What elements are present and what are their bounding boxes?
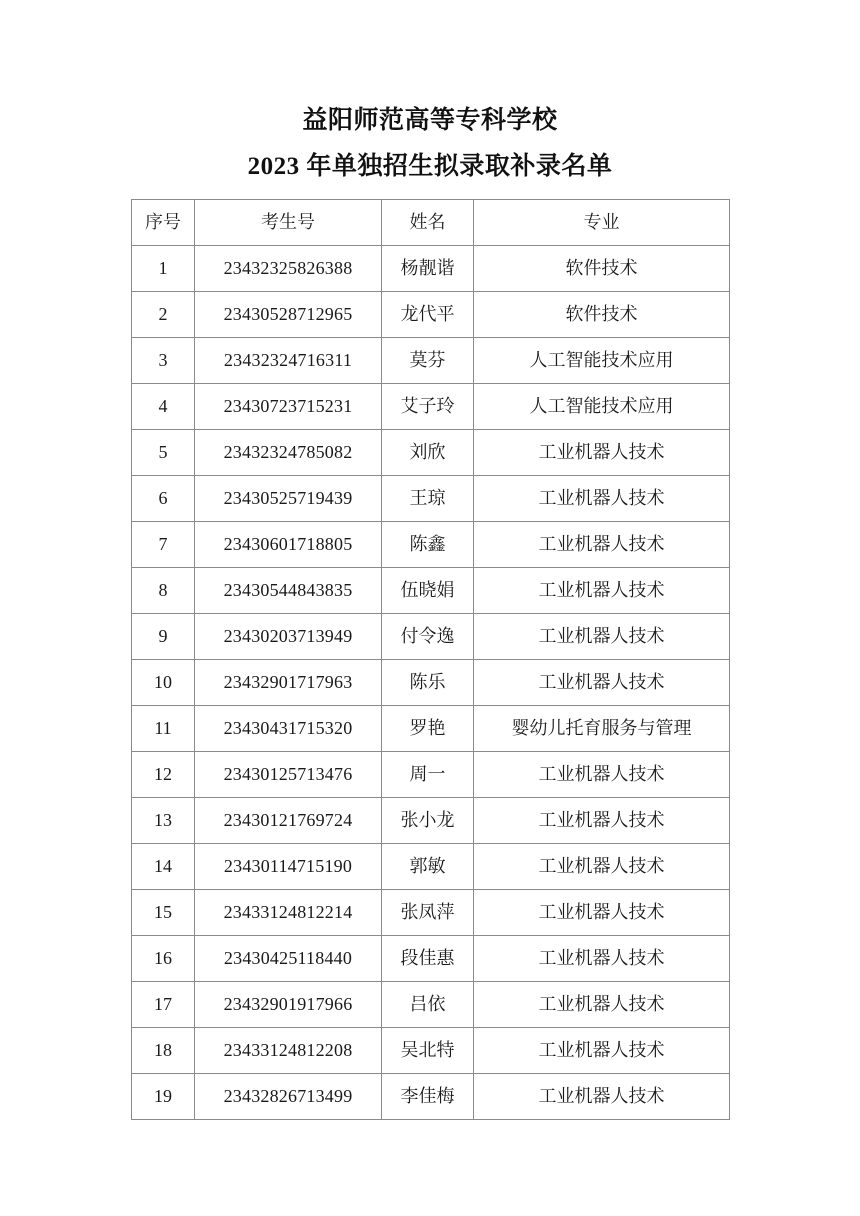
document-title-block — [0, 0, 860, 191]
cell-name: 龙代平 — [382, 292, 474, 338]
cell-exam-no: 23430431715320 — [195, 706, 382, 752]
cell-exam-no: 23430723715231 — [195, 384, 382, 430]
cell-name: 李佳梅 — [382, 1074, 474, 1120]
cell-name: 莫芬 — [382, 338, 474, 384]
cell-index: 15 — [132, 890, 195, 936]
cell-index: 6 — [132, 476, 195, 522]
table-row — [132, 614, 730, 660]
cell-name: 艾子玲 — [382, 384, 474, 430]
cell-exam-no: 23433124812208 — [195, 1028, 382, 1074]
cell-index: 14 — [132, 844, 195, 890]
table-row — [132, 798, 730, 844]
cell-index: 16 — [132, 936, 195, 982]
roster-table-container — [0, 199, 860, 1120]
table-row — [132, 706, 730, 752]
cell-major: 人工智能技术应用 — [474, 338, 730, 384]
cell-exam-no: 23432324785082 — [195, 430, 382, 476]
cell-exam-no: 23430544843835 — [195, 568, 382, 614]
table-row — [132, 430, 730, 476]
cell-index: 9 — [132, 614, 195, 660]
cell-major: 婴幼儿托育服务与管理 — [474, 706, 730, 752]
cell-index: 1 — [132, 246, 195, 292]
cell-name: 刘欣 — [382, 430, 474, 476]
cell-major: 工业机器人技术 — [474, 476, 730, 522]
table-row — [132, 844, 730, 890]
cell-index: 17 — [132, 982, 195, 1028]
cell-index: 12 — [132, 752, 195, 798]
table-header-row — [132, 200, 730, 246]
cell-index: 13 — [132, 798, 195, 844]
admission-roster-table — [131, 199, 730, 1120]
cell-exam-no: 23430125713476 — [195, 752, 382, 798]
cell-major: 软件技术 — [474, 246, 730, 292]
cell-name: 郭敏 — [382, 844, 474, 890]
table-row — [132, 752, 730, 798]
table-row — [132, 660, 730, 706]
cell-major: 人工智能技术应用 — [474, 384, 730, 430]
cell-index: 4 — [132, 384, 195, 430]
table-body — [132, 246, 730, 1120]
table-row — [132, 1028, 730, 1074]
cell-name: 付令逸 — [382, 614, 474, 660]
page-title-school: 益阳师范高等专科学校 — [302, 107, 558, 134]
cell-index: 11 — [132, 706, 195, 752]
column-header-index: 序号 — [132, 200, 195, 246]
cell-major: 工业机器人技术 — [474, 890, 730, 936]
table-header — [132, 200, 730, 246]
table-row — [132, 338, 730, 384]
column-header-name: 姓名 — [382, 200, 474, 246]
cell-exam-no: 23432901917966 — [195, 982, 382, 1028]
cell-name: 周一 — [382, 752, 474, 798]
cell-index: 19 — [132, 1074, 195, 1120]
table-row — [132, 384, 730, 430]
cell-exam-no: 23430203713949 — [195, 614, 382, 660]
cell-name: 伍晓娟 — [382, 568, 474, 614]
cell-exam-no: 23430121769724 — [195, 798, 382, 844]
table-row — [132, 292, 730, 338]
cell-exam-no: 23432901717963 — [195, 660, 382, 706]
cell-name: 杨靓谐 — [382, 246, 474, 292]
cell-name: 段佳惠 — [382, 936, 474, 982]
cell-major: 工业机器人技术 — [474, 844, 730, 890]
cell-index: 7 — [132, 522, 195, 568]
table-row — [132, 1074, 730, 1120]
cell-major: 工业机器人技术 — [474, 982, 730, 1028]
cell-exam-no: 23433124812214 — [195, 890, 382, 936]
cell-index: 10 — [132, 660, 195, 706]
cell-name: 张凤萍 — [382, 890, 474, 936]
cell-exam-no: 23432826713499 — [195, 1074, 382, 1120]
cell-major: 工业机器人技术 — [474, 614, 730, 660]
table-row — [132, 568, 730, 614]
cell-name: 王琼 — [382, 476, 474, 522]
cell-major: 工业机器人技术 — [474, 430, 730, 476]
cell-major: 工业机器人技术 — [474, 1028, 730, 1074]
cell-exam-no: 23430425118440 — [195, 936, 382, 982]
page-title-subject: 2023 年单独招生拟录取补录名单 — [247, 153, 613, 180]
cell-index: 5 — [132, 430, 195, 476]
cell-name: 陈乐 — [382, 660, 474, 706]
cell-exam-no: 23430601718805 — [195, 522, 382, 568]
cell-major: 工业机器人技术 — [474, 936, 730, 982]
cell-index: 3 — [132, 338, 195, 384]
cell-name: 吕依 — [382, 982, 474, 1028]
table-row — [132, 476, 730, 522]
cell-name: 吴北特 — [382, 1028, 474, 1074]
cell-major: 工业机器人技术 — [474, 1074, 730, 1120]
table-row — [132, 522, 730, 568]
cell-name: 罗艳 — [382, 706, 474, 752]
cell-index: 8 — [132, 568, 195, 614]
column-header-exam-no: 考生号 — [195, 200, 382, 246]
cell-exam-no: 23432324716311 — [195, 338, 382, 384]
cell-major: 工业机器人技术 — [474, 798, 730, 844]
cell-index: 18 — [132, 1028, 195, 1074]
table-row — [132, 936, 730, 982]
cell-major: 工业机器人技术 — [474, 522, 730, 568]
cell-exam-no: 23430114715190 — [195, 844, 382, 890]
table-row — [132, 982, 730, 1028]
cell-exam-no: 23432325826388 — [195, 246, 382, 292]
cell-major: 工业机器人技术 — [474, 752, 730, 798]
column-header-major: 专业 — [474, 200, 730, 246]
cell-major: 软件技术 — [474, 292, 730, 338]
cell-exam-no: 23430525719439 — [195, 476, 382, 522]
cell-name: 张小龙 — [382, 798, 474, 844]
cell-index: 2 — [132, 292, 195, 338]
cell-major: 工业机器人技术 — [474, 568, 730, 614]
table-row — [132, 890, 730, 936]
cell-major: 工业机器人技术 — [474, 660, 730, 706]
cell-name: 陈鑫 — [382, 522, 474, 568]
table-row — [132, 246, 730, 292]
cell-exam-no: 23430528712965 — [195, 292, 382, 338]
